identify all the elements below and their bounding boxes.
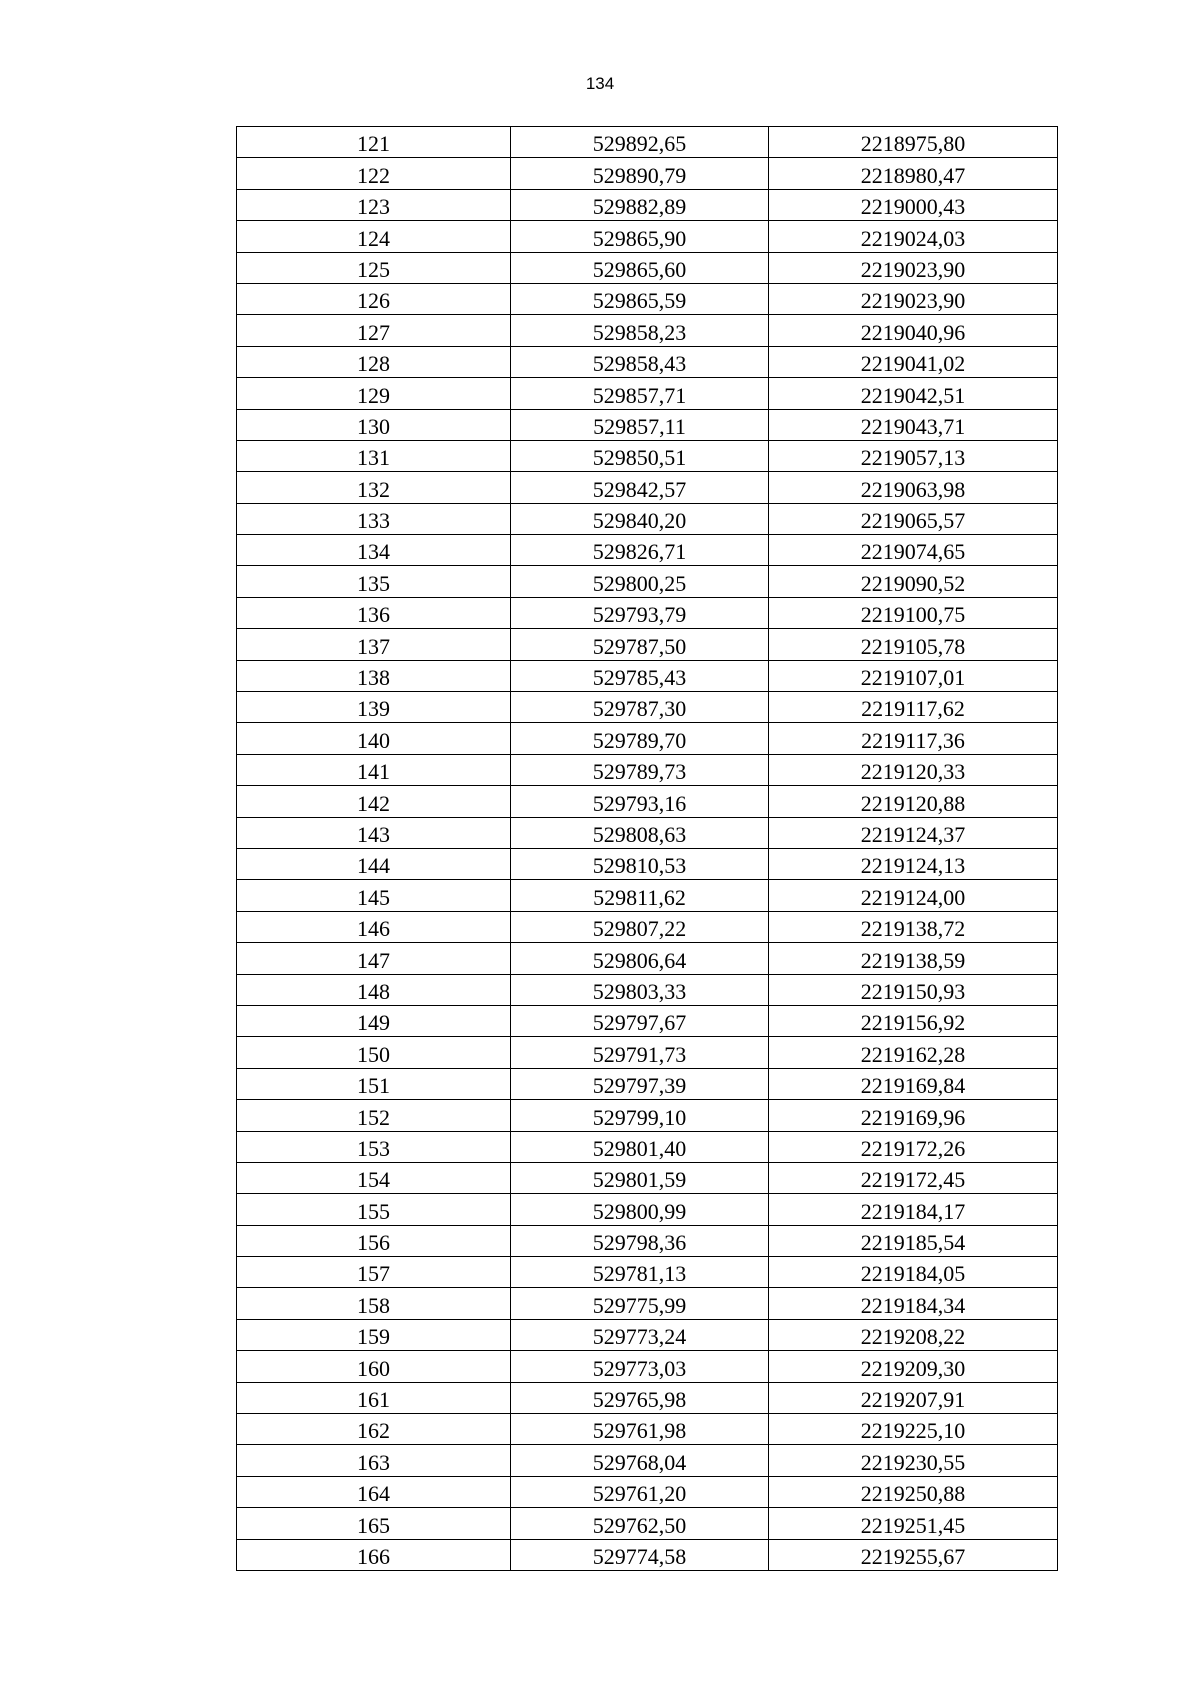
table-row: [237, 754, 1058, 785]
x-coordinate-cell: 529781,13: [511, 1257, 769, 1288]
y-coordinate-cell: 2219184,05: [769, 1257, 1058, 1288]
y-coordinate-cell: 2219000,43: [769, 189, 1058, 220]
table-row: [237, 880, 1058, 911]
table-row: [237, 786, 1058, 817]
y-coordinate-cell: 2219120,88: [769, 786, 1058, 817]
point-number-cell: 152: [237, 1100, 511, 1131]
table-row: [237, 848, 1058, 879]
point-number-cell: 158: [237, 1288, 511, 1319]
x-coordinate-cell: 529840,20: [511, 503, 769, 534]
y-coordinate-cell: 2219255,67: [769, 1539, 1058, 1570]
y-coordinate-cell: 2219138,72: [769, 911, 1058, 942]
x-coordinate-cell: 529773,03: [511, 1351, 769, 1382]
y-coordinate-cell: 2219225,10: [769, 1414, 1058, 1445]
point-number-cell: 166: [237, 1539, 511, 1570]
table-row: [237, 1382, 1058, 1413]
x-coordinate-cell: 529858,23: [511, 315, 769, 346]
x-coordinate-cell: 529793,79: [511, 597, 769, 628]
table-row: [237, 315, 1058, 346]
y-coordinate-cell: 2219124,13: [769, 848, 1058, 879]
x-coordinate-cell: 529865,90: [511, 221, 769, 252]
x-coordinate-cell: 529882,89: [511, 189, 769, 220]
point-number-cell: 140: [237, 723, 511, 754]
y-coordinate-cell: 2219063,98: [769, 472, 1058, 503]
x-coordinate-cell: 529858,43: [511, 346, 769, 377]
point-number-cell: 122: [237, 158, 511, 189]
point-number-cell: 131: [237, 440, 511, 471]
y-coordinate-cell: 2219024,03: [769, 221, 1058, 252]
table-row: [237, 440, 1058, 471]
x-coordinate-cell: 529775,99: [511, 1288, 769, 1319]
y-coordinate-cell: 2219162,28: [769, 1037, 1058, 1068]
x-coordinate-cell: 529793,16: [511, 786, 769, 817]
table-row: [237, 1476, 1058, 1507]
x-coordinate-cell: 529791,73: [511, 1037, 769, 1068]
x-coordinate-cell: 529806,64: [511, 943, 769, 974]
y-coordinate-cell: 2219041,02: [769, 346, 1058, 377]
y-coordinate-cell: 2219074,65: [769, 535, 1058, 566]
table-row: [237, 283, 1058, 314]
x-coordinate-cell: 529857,71: [511, 378, 769, 409]
y-coordinate-cell: 2219042,51: [769, 378, 1058, 409]
table-row: [237, 221, 1058, 252]
table-row: [237, 1414, 1058, 1445]
y-coordinate-cell: 2219124,37: [769, 817, 1058, 848]
y-coordinate-cell: 2219209,30: [769, 1351, 1058, 1382]
point-number-cell: 146: [237, 911, 511, 942]
point-number-cell: 128: [237, 346, 511, 377]
point-number-cell: 159: [237, 1319, 511, 1350]
x-coordinate-cell: 529797,39: [511, 1068, 769, 1099]
y-coordinate-cell: 2219250,88: [769, 1476, 1058, 1507]
y-coordinate-cell: 2219172,45: [769, 1162, 1058, 1193]
y-coordinate-cell: 2219184,17: [769, 1194, 1058, 1225]
table-row: [237, 629, 1058, 660]
coordinates-table-body: [237, 127, 1058, 1571]
point-number-cell: 141: [237, 754, 511, 785]
table-row: [237, 1068, 1058, 1099]
y-coordinate-cell: 2219169,84: [769, 1068, 1058, 1099]
table-row: [237, 1319, 1058, 1350]
x-coordinate-cell: 529798,36: [511, 1225, 769, 1256]
y-coordinate-cell: 2218975,80: [769, 127, 1058, 158]
point-number-cell: 161: [237, 1382, 511, 1413]
x-coordinate-cell: 529810,53: [511, 848, 769, 879]
x-coordinate-cell: 529785,43: [511, 660, 769, 691]
table-row: [237, 660, 1058, 691]
table-row: [237, 566, 1058, 597]
x-coordinate-cell: 529865,60: [511, 252, 769, 283]
y-coordinate-cell: 2219124,00: [769, 880, 1058, 911]
table-row: [237, 817, 1058, 848]
table-row: [237, 723, 1058, 754]
x-coordinate-cell: 529892,65: [511, 127, 769, 158]
y-coordinate-cell: 2219150,93: [769, 974, 1058, 1005]
y-coordinate-cell: 2219117,36: [769, 723, 1058, 754]
table-row: [237, 1100, 1058, 1131]
point-number-cell: 126: [237, 283, 511, 314]
x-coordinate-cell: 529787,50: [511, 629, 769, 660]
y-coordinate-cell: 2219023,90: [769, 252, 1058, 283]
y-coordinate-cell: 2219117,62: [769, 692, 1058, 723]
y-coordinate-cell: 2219040,96: [769, 315, 1058, 346]
point-number-cell: 162: [237, 1414, 511, 1445]
point-number-cell: 151: [237, 1068, 511, 1099]
y-coordinate-cell: 2219172,26: [769, 1131, 1058, 1162]
point-number-cell: 132: [237, 472, 511, 503]
table-row: [237, 974, 1058, 1005]
point-number-cell: 130: [237, 409, 511, 440]
y-coordinate-cell: 2219169,96: [769, 1100, 1058, 1131]
x-coordinate-cell: 529768,04: [511, 1445, 769, 1476]
table-row: [237, 1445, 1058, 1476]
point-number-cell: 129: [237, 378, 511, 409]
table-row: [237, 692, 1058, 723]
table-row: [237, 1288, 1058, 1319]
point-number-cell: 139: [237, 692, 511, 723]
point-number-cell: 137: [237, 629, 511, 660]
table-row: [237, 943, 1058, 974]
x-coordinate-cell: 529800,99: [511, 1194, 769, 1225]
table-row: [237, 158, 1058, 189]
y-coordinate-cell: 2219107,01: [769, 660, 1058, 691]
point-number-cell: 156: [237, 1225, 511, 1256]
y-coordinate-cell: 2219251,45: [769, 1508, 1058, 1539]
x-coordinate-cell: 529761,98: [511, 1414, 769, 1445]
point-number-cell: 153: [237, 1131, 511, 1162]
y-coordinate-cell: 2219185,54: [769, 1225, 1058, 1256]
point-number-cell: 135: [237, 566, 511, 597]
table-row: [237, 1131, 1058, 1162]
point-number-cell: 142: [237, 786, 511, 817]
table-row: [237, 127, 1058, 158]
point-number-cell: 150: [237, 1037, 511, 1068]
page-number: 134: [585, 74, 615, 93]
table-row: [237, 1539, 1058, 1570]
table-row: [237, 1037, 1058, 1068]
x-coordinate-cell: 529826,71: [511, 535, 769, 566]
table-row: [237, 597, 1058, 628]
table-row: [237, 1005, 1058, 1036]
y-coordinate-cell: 2219065,57: [769, 503, 1058, 534]
point-number-cell: 145: [237, 880, 511, 911]
point-number-cell: 147: [237, 943, 511, 974]
x-coordinate-cell: 529857,11: [511, 409, 769, 440]
y-coordinate-cell: 2219023,90: [769, 283, 1058, 314]
x-coordinate-cell: 529799,10: [511, 1100, 769, 1131]
point-number-cell: 127: [237, 315, 511, 346]
table-row: [237, 252, 1058, 283]
table-row: [237, 189, 1058, 220]
point-number-cell: 134: [237, 535, 511, 566]
x-coordinate-cell: 529807,22: [511, 911, 769, 942]
x-coordinate-cell: 529789,70: [511, 723, 769, 754]
point-number-cell: 144: [237, 848, 511, 879]
y-coordinate-cell: 2219100,75: [769, 597, 1058, 628]
table-row: [237, 1351, 1058, 1382]
table-row: [237, 346, 1058, 377]
point-number-cell: 163: [237, 1445, 511, 1476]
x-coordinate-cell: 529774,58: [511, 1539, 769, 1570]
y-coordinate-cell: 2219230,55: [769, 1445, 1058, 1476]
x-coordinate-cell: 529789,73: [511, 754, 769, 785]
table-row: [237, 1162, 1058, 1193]
y-coordinate-cell: 2219207,91: [769, 1382, 1058, 1413]
coordinates-table: [236, 126, 1058, 1571]
table-row: [237, 472, 1058, 503]
point-number-cell: 149: [237, 1005, 511, 1036]
y-coordinate-cell: 2219138,59: [769, 943, 1058, 974]
y-coordinate-cell: 2219057,13: [769, 440, 1058, 471]
y-coordinate-cell: 2219120,33: [769, 754, 1058, 785]
point-number-cell: 165: [237, 1508, 511, 1539]
x-coordinate-cell: 529808,63: [511, 817, 769, 848]
table-row: [237, 1194, 1058, 1225]
point-number-cell: 160: [237, 1351, 511, 1382]
table-row: [237, 1508, 1058, 1539]
x-coordinate-cell: 529811,62: [511, 880, 769, 911]
table-row: [237, 1225, 1058, 1256]
x-coordinate-cell: 529762,50: [511, 1508, 769, 1539]
x-coordinate-cell: 529850,51: [511, 440, 769, 471]
table-row: [237, 378, 1058, 409]
y-coordinate-cell: 2219156,92: [769, 1005, 1058, 1036]
x-coordinate-cell: 529800,25: [511, 566, 769, 597]
table-row: [237, 503, 1058, 534]
point-number-cell: 155: [237, 1194, 511, 1225]
x-coordinate-cell: 529773,24: [511, 1319, 769, 1350]
table-row: [237, 535, 1058, 566]
x-coordinate-cell: 529797,67: [511, 1005, 769, 1036]
point-number-cell: 164: [237, 1476, 511, 1507]
x-coordinate-cell: 529865,59: [511, 283, 769, 314]
x-coordinate-cell: 529842,57: [511, 472, 769, 503]
x-coordinate-cell: 529890,79: [511, 158, 769, 189]
table-row: [237, 911, 1058, 942]
point-number-cell: 143: [237, 817, 511, 848]
point-number-cell: 138: [237, 660, 511, 691]
y-coordinate-cell: 2219090,52: [769, 566, 1058, 597]
point-number-cell: 124: [237, 221, 511, 252]
x-coordinate-cell: 529761,20: [511, 1476, 769, 1507]
x-coordinate-cell: 529787,30: [511, 692, 769, 723]
y-coordinate-cell: 2219208,22: [769, 1319, 1058, 1350]
y-coordinate-cell: 2219043,71: [769, 409, 1058, 440]
point-number-cell: 154: [237, 1162, 511, 1193]
x-coordinate-cell: 529803,33: [511, 974, 769, 1005]
point-number-cell: 136: [237, 597, 511, 628]
table-row: [237, 409, 1058, 440]
x-coordinate-cell: 529765,98: [511, 1382, 769, 1413]
point-number-cell: 125: [237, 252, 511, 283]
point-number-cell: 123: [237, 189, 511, 220]
point-number-cell: 157: [237, 1257, 511, 1288]
point-number-cell: 121: [237, 127, 511, 158]
x-coordinate-cell: 529801,40: [511, 1131, 769, 1162]
point-number-cell: 133: [237, 503, 511, 534]
y-coordinate-cell: 2219184,34: [769, 1288, 1058, 1319]
y-coordinate-cell: 2218980,47: [769, 158, 1058, 189]
point-number-cell: 148: [237, 974, 511, 1005]
x-coordinate-cell: 529801,59: [511, 1162, 769, 1193]
table-row: [237, 1257, 1058, 1288]
y-coordinate-cell: 2219105,78: [769, 629, 1058, 660]
